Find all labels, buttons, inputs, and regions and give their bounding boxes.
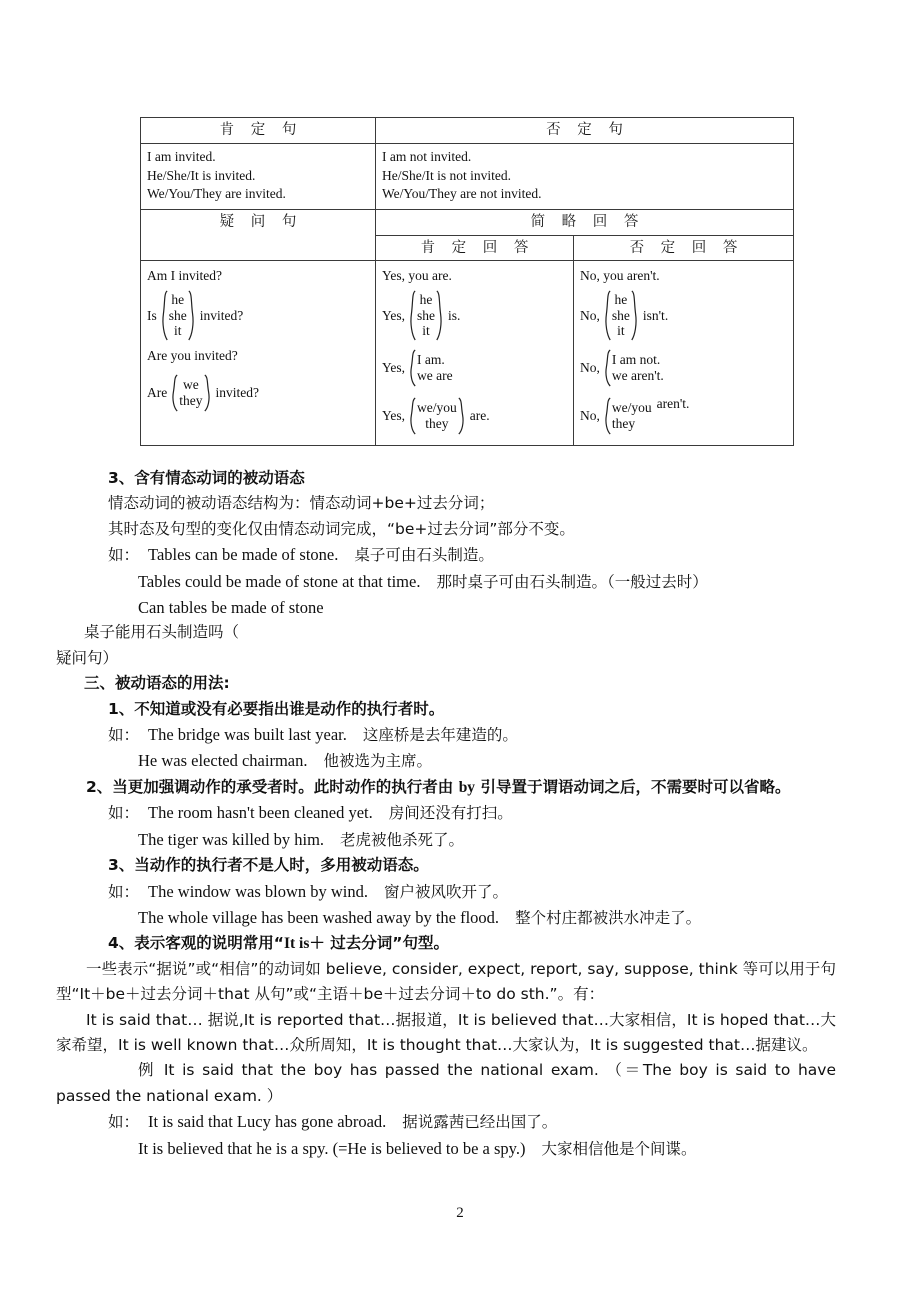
eg-en: The room hasn't been cleaned yet. (148, 803, 373, 823)
section-3-example-3: Can tables be made of stone (138, 598, 324, 618)
answer-line (580, 349, 793, 397)
pronoun-stack: he she it (417, 292, 436, 339)
brace-left-icon (160, 290, 168, 342)
answer-line (382, 349, 573, 397)
answer-line: No, you aren't. (580, 268, 660, 283)
brace-right-icon (204, 374, 212, 412)
pronoun-stack: we/you they (417, 399, 457, 431)
brace-left-icon (603, 397, 611, 435)
eg-cn: 整个村庄都被洪水冲走了。 (515, 908, 702, 927)
answer-line (580, 397, 793, 439)
eg-label: 如： (108, 1113, 140, 1132)
eg-en: It is said that Lucy has gone abroad. (148, 1112, 387, 1132)
usage-3-example-1 (108, 879, 920, 905)
section-3-example-3-cn-a: 桌子能用石头制造吗（ (84, 623, 240, 642)
usage-4-paragraph-2: It is said that… 据说,It is reported that…据报道，It is believed that…大家相信，It is hoped that…大家希望，It is well known that…众所周知，It is thought that…大家认为，It is suggested that…据建议。 (56, 1010, 836, 1054)
eg-en: Tables could be made of stone at that time. (138, 571, 421, 591)
passive-voice-table-wrapper (140, 117, 793, 446)
usage-2-heading (56, 775, 836, 800)
answer-lead: No, (580, 359, 600, 375)
question-line: Are you invited? (147, 347, 238, 363)
table-row (141, 261, 794, 446)
section-3-line-1: 情态动词的被动语态结构为：情态动词+be+过去分词； (108, 494, 495, 513)
question-line: Am I invited? (147, 268, 222, 283)
eg-cn: 那时桌子可由石头制造。（一般过去时） (436, 572, 708, 591)
brace-right-icon (436, 290, 444, 342)
header-short-answer: 简 略 回 答 (376, 210, 794, 236)
section-3-line-2: 其时态及句型的变化仅由情态动词完成，“be+过去分词”部分不变。 (108, 519, 575, 538)
usage-4-heading-it: It is＋ (283, 935, 325, 953)
question-line (147, 290, 375, 349)
eg-label: 如： (108, 726, 140, 745)
pronoun-stack: I am not. we aren't. (611, 351, 664, 383)
eg-en: The bridge was built last year. (148, 725, 347, 745)
usage-3-example-2 (138, 905, 920, 931)
eg-en: It is believed that he is a spy. (=He is believed to be a spy.) (138, 1138, 526, 1158)
eg-label: 如： (108, 546, 140, 565)
pronoun-stack: he she it (168, 292, 187, 339)
brace-right-icon (188, 290, 196, 342)
eg-cn: 桌子可由石头制造。 (354, 546, 494, 565)
eg-cn: 这座桥是去年建造的。 (362, 726, 518, 745)
eg-en: He was elected chairman. (138, 751, 308, 771)
eg-label: 如： (108, 804, 140, 823)
header-negative-answer: 否 定 回 答 (574, 235, 794, 261)
brace-right-icon (458, 397, 466, 435)
brace-left-icon (408, 349, 416, 387)
list-item: We/You/They are invited. (147, 186, 286, 201)
list-item: I am not invited. (382, 149, 472, 164)
list-item: I am invited. (147, 149, 216, 164)
answer-line (580, 290, 793, 349)
table-row (141, 118, 794, 144)
document-body (0, 466, 920, 1162)
pronoun-stack: I am. we are (417, 351, 453, 383)
answer-line (382, 290, 573, 349)
answer-lead: Yes, (382, 407, 406, 423)
table-row (141, 210, 794, 236)
usage-4-heading-b: 过去分词”句型。 (324, 934, 449, 953)
answer-line (382, 397, 573, 439)
question-tail: invited? (199, 307, 244, 323)
question-line (147, 374, 375, 416)
usage-1-heading: 1、不知道或没有必要指出谁是动作的执行者时。 (108, 699, 445, 718)
header-affirmative-answer: 肯 定 回 答 (376, 235, 574, 261)
question-tail: invited? (215, 385, 259, 401)
answer-tail: is. (448, 307, 461, 323)
usage-3-heading: 3、当动作的执行者不是人时，多用被动语态。 (108, 856, 429, 875)
answer-line: Yes, you are. (382, 268, 452, 283)
eg-cn: 窗户被风吹开了。 (384, 882, 509, 901)
list-item: He/She/It is invited. (147, 167, 256, 183)
affirmative-sentences-cell (141, 143, 376, 210)
eg-cn: 房间还没有打扫。 (388, 804, 513, 823)
section-3-heading: 3、含有情态动词的被动语态 (108, 469, 305, 487)
eg-en: Tables can be made of stone. (148, 545, 339, 565)
eg-cn: 据说露茜已经出国了。 (402, 1113, 558, 1132)
eg-en: The tiger was killed by him. (138, 829, 325, 849)
eg-en: The window was blown by wind. (148, 881, 368, 901)
pronoun-stack: he she it (611, 292, 630, 339)
answer-lead: No, (580, 407, 600, 423)
usage-2-example-2 (138, 827, 920, 853)
answer-lead: Yes, (382, 307, 406, 323)
list-item: We/You/They are not invited. (382, 186, 542, 201)
usage-2-heading-by: by (458, 778, 476, 796)
usage-4-paragraph-3: 例 It is said that the boy has passed the national exam. （＝The boy is said to have passed the national exam. ） (56, 1061, 836, 1105)
question-lead: Are (147, 385, 168, 401)
usage-1-example-1 (108, 722, 920, 748)
answer-lead: Yes, (382, 359, 406, 375)
section-iii-heading: 三、被动语态的用法: (84, 674, 230, 693)
usage-4-example-1 (108, 1109, 920, 1135)
brace-left-icon (170, 374, 178, 412)
eg-cn: 他被选为主席。 (323, 752, 433, 771)
usage-4-paragraph-1: 一些表示“据说”或“相信”的动词如 believe, consider, expect, report, say, suppose, think 等可以用于句型“It＋be＋过去分词＋that 从句”或“主语＋be＋过去分词＋to do sth.”。有： (56, 959, 836, 1004)
header-interrogative: 疑 问 句 (141, 210, 376, 261)
page-number: 2 (456, 1205, 464, 1221)
section-3-example-3-cn-b: 疑问句） (56, 648, 119, 667)
brace-left-icon (408, 290, 416, 342)
table-row (141, 143, 794, 210)
usage-2-example-1 (108, 800, 920, 826)
usage-4-heading (108, 931, 920, 956)
list-item: He/She/It is not invited. (382, 167, 511, 183)
usage-1-example-2 (138, 748, 920, 774)
brace-left-icon (408, 397, 416, 435)
answer-tail: aren't. (656, 395, 690, 411)
questions-cell (141, 261, 376, 446)
eg-en: The whole village has been washed away by the flood. (138, 907, 500, 927)
answer-lead: No, (580, 307, 600, 323)
header-affirmative: 肯 定 句 (141, 118, 376, 144)
pronoun-stack: we/you they (611, 399, 652, 431)
affirmative-answers-cell (376, 261, 574, 446)
usage-4-example-2 (138, 1136, 920, 1162)
eg-cn: 大家相信他是个间谍。 (541, 1139, 697, 1158)
passive-voice-table (140, 117, 794, 446)
question-lead: Is (147, 307, 157, 323)
usage-4-heading-a: 4、表示客观的说明常用“ (108, 934, 284, 953)
negative-sentences-cell (376, 143, 794, 210)
answer-tail: isn't. (642, 307, 669, 323)
header-negative: 否 定 句 (376, 118, 794, 144)
brace-left-icon (603, 290, 611, 342)
usage-2-heading-b: 引导置于谓语动词之后，不需要时可以省略。 (475, 777, 791, 796)
brace-right-icon (631, 290, 639, 342)
section-3-example-1 (108, 542, 920, 568)
answer-tail: are. (469, 407, 490, 423)
section-3-example-2 (138, 569, 920, 595)
brace-left-icon (603, 349, 611, 387)
pronoun-stack: we they (179, 377, 203, 408)
eg-label: 如： (108, 882, 140, 901)
usage-2-heading-a: 2、当更加强调动作的承受者时。此时动作的执行者由 (86, 777, 459, 796)
eg-cn: 老虎被他杀死了。 (340, 830, 465, 849)
negative-answers-cell (574, 261, 794, 446)
